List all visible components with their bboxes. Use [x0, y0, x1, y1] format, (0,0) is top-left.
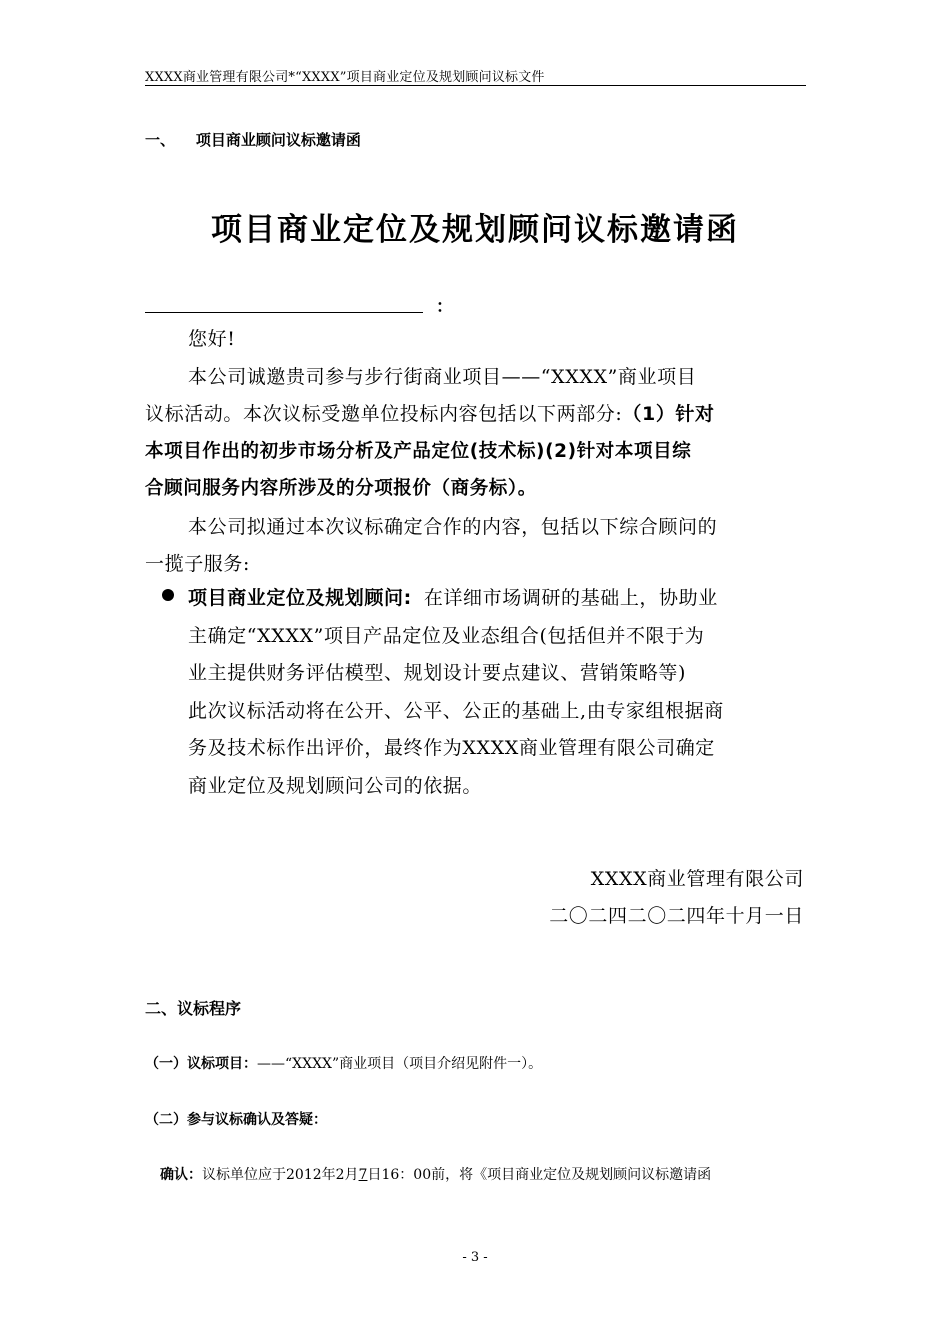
procedure-item-label: （一）议标项目：: [145, 1056, 257, 1072]
header-rule: [145, 85, 806, 86]
bullet-line: 商业定位及规划顾问公司的依据。: [188, 775, 483, 797]
addressee-colon: ：: [436, 297, 453, 317]
page-number: - 3 -: [462, 1250, 488, 1265]
bullet-line: 务及技术标作出评价，最终作为XXXX商业管理有限公司确定: [188, 737, 715, 759]
bullet-line: 主确定“XXXX”项目产品定位及业态组合(包括但并不限于为: [188, 625, 705, 647]
greeting: 您好!: [188, 328, 236, 350]
paragraph-line: 本公司拟通过本次议标确定合作的内容，包括以下综合顾问的: [188, 516, 718, 538]
confirm-line: [160, 1164, 711, 1184]
confirm-day: 7: [358, 1167, 368, 1183]
paragraph-bold-line: 合顾问服务内容所涉及的分项报价（商务标）。: [145, 478, 537, 499]
page-header: XXXX商业管理有限公司*“XXXX”项目商业定位及规划顾问议标文件: [145, 70, 545, 85]
paragraph-text: 议标活动。本次议标受邀单位投标内容包括以下两部分:: [145, 403, 623, 425]
paragraph-line: 一揽子服务:: [145, 553, 251, 575]
bullet-line: 此次议标活动将在公开、公平、公正的基础上,由专家组根据商: [188, 700, 724, 722]
confirm-text: 日16：00前，将《项目商业定位及规划顾问议标邀请函: [367, 1167, 712, 1183]
paragraph-line: [145, 399, 715, 426]
procedure-item-text: ——“XXXX”商业项目（项目介绍见附件一）。: [257, 1056, 543, 1072]
bullet-line: [188, 583, 718, 610]
bullet-bold-text: 项目商业定位及规划顾问:: [188, 587, 412, 609]
addressee-blank-line: [145, 312, 423, 313]
confirm-text: 议标单位应于2012年2月: [202, 1167, 359, 1183]
signature-date: 二〇二四二〇二四年十月一日: [549, 905, 804, 927]
paragraph-line: 本公司诚邀贵司参与步行街商业项目——“XXXX”商业项目: [188, 366, 697, 388]
paragraph-bold-text: （1）针对: [622, 403, 715, 425]
paragraph-bold-line: 本项目作出的初步市场分析及产品定位(技术标)(2)针对本项目综: [145, 441, 692, 462]
section-heading-2: 二、议标程序: [145, 999, 242, 1018]
confirm-label: 确认：: [160, 1167, 202, 1183]
procedure-item-2: （二）参与议标确认及答疑：: [145, 1112, 327, 1128]
bullet-dot-icon: [162, 589, 174, 601]
bullet-text: 在详细市场调研的基础上，协助业: [423, 587, 718, 609]
signature-company: XXXX商业管理有限公司: [590, 868, 804, 890]
bullet-line: 业主提供财务评估模型、规划设计要点建议、营销策略等): [188, 662, 687, 684]
document-title: 项目商业定位及规划顾问议标邀请函: [211, 212, 739, 248]
procedure-item-1: [145, 1053, 542, 1073]
section-heading-1: 一、 项目商业顾问议标邀请函: [145, 131, 361, 149]
